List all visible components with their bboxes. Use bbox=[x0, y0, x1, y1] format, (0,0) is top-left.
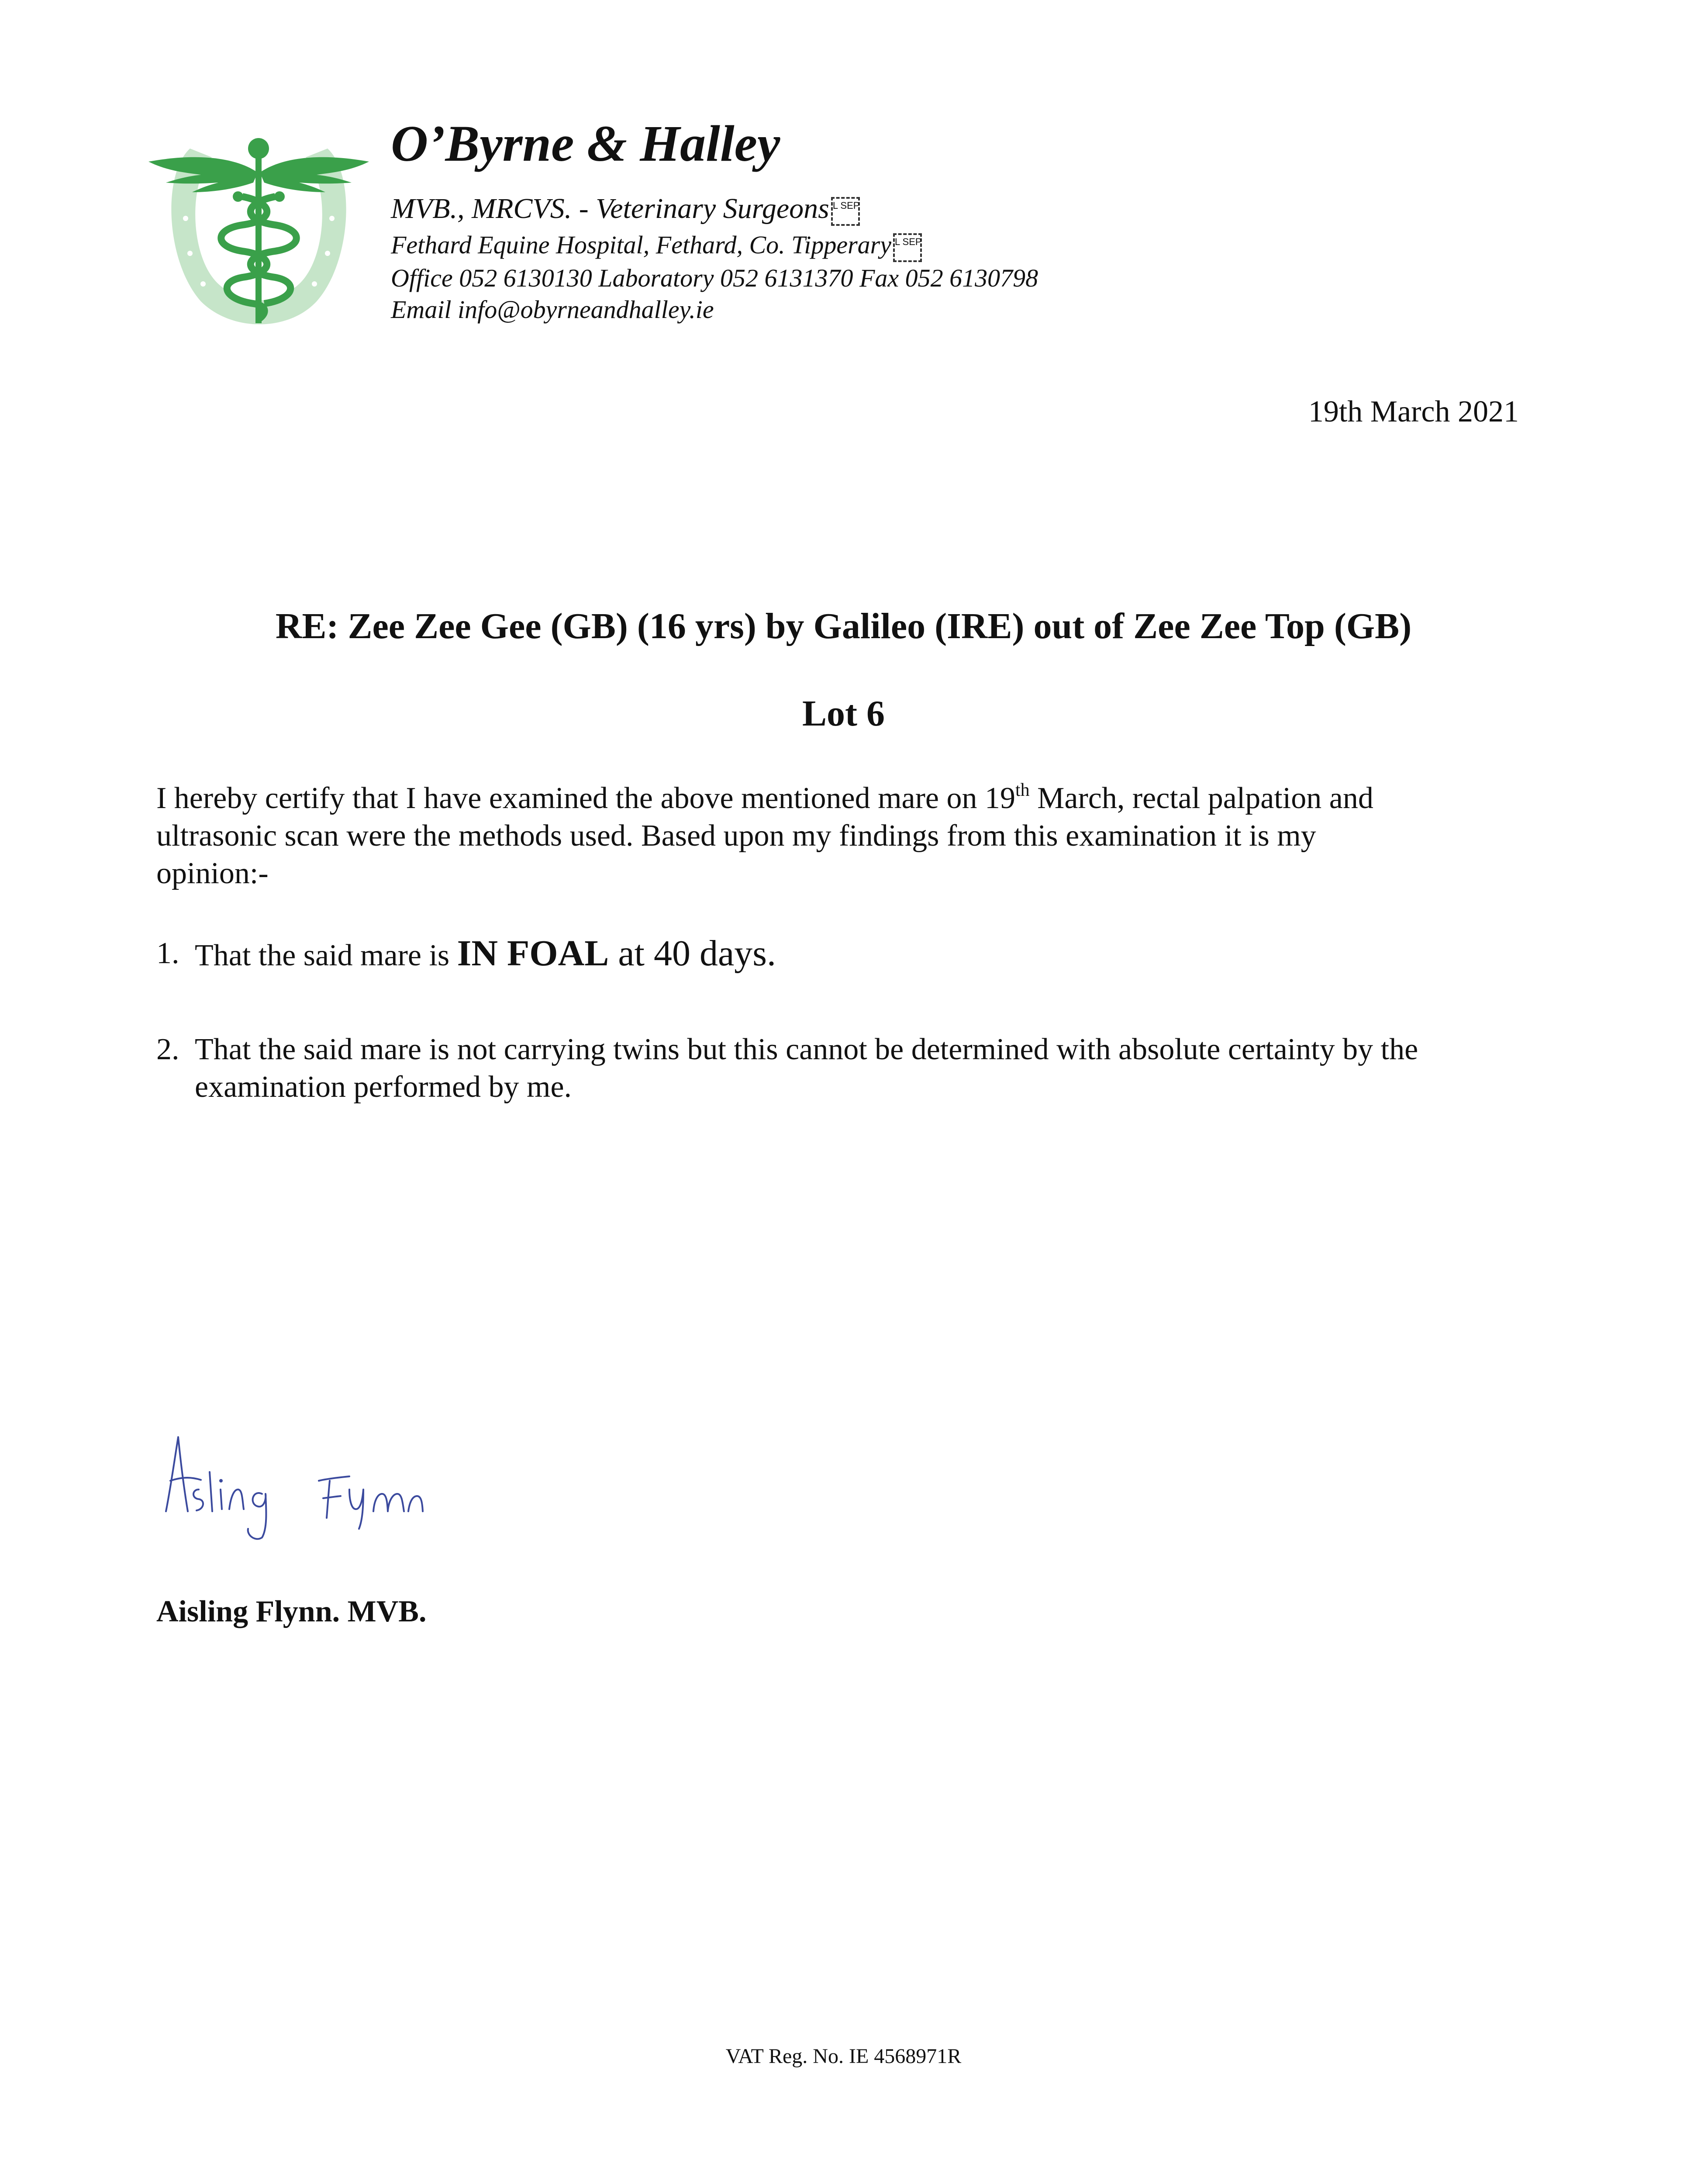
vat-registration: VAT Reg. No. IE 4568971R bbox=[725, 2045, 962, 2068]
lot-number: Lot 6 bbox=[802, 693, 885, 734]
item-text bbox=[195, 1031, 1549, 1106]
sep-glyph: L SEP bbox=[893, 233, 922, 262]
item-post: at 40 days. bbox=[609, 933, 776, 974]
firm-address bbox=[391, 232, 922, 262]
paragraph-line-3: opinion:- bbox=[156, 857, 269, 890]
firm-qualifications bbox=[391, 194, 860, 226]
item-line-1: That the said mare is not carrying twins but this cannot be determined with absolute certainty by the bbox=[195, 1033, 1418, 1066]
intro-sup: th bbox=[1015, 780, 1030, 800]
address-text: Fethard Equine Hospital, Fethard, Co. Tipperary bbox=[391, 231, 891, 259]
firm-email: Email info@obyrneandhalley.ie bbox=[391, 295, 714, 324]
re-heading: RE: Zee Zee Gee (GB) (16 yrs) by Galileo (IRE) out of Zee Zee Top (GB) bbox=[275, 606, 1412, 646]
signer-name: Aisling Flynn. MVB. bbox=[156, 1595, 427, 1628]
paragraph-line-1 bbox=[156, 780, 1532, 817]
sep-glyph: L SEP bbox=[831, 197, 860, 226]
list-item bbox=[156, 1031, 1532, 1109]
paragraph-line-2: ultrasonic scan were the methods used. Based upon my findings from this examination it is my bbox=[156, 819, 1316, 853]
firm-name: O’Byrne & Halley bbox=[391, 115, 780, 172]
item-number: 1. bbox=[156, 936, 179, 970]
letter-date: 19th March 2021 bbox=[1308, 395, 1519, 429]
item-pre: That the said mare is bbox=[195, 939, 457, 972]
intro-after: March, rectal palpation and bbox=[1029, 781, 1373, 815]
caduceus-horseshoe-logo bbox=[148, 131, 369, 328]
certification-paragraph bbox=[156, 780, 1532, 892]
item-line-2: examination performed by me. bbox=[195, 1070, 572, 1104]
handwritten-signature bbox=[157, 1424, 428, 1546]
qualifications-text: MVB., MRCVS. - Veterinary Surgeons bbox=[391, 193, 829, 225]
item-text bbox=[195, 935, 1549, 975]
intro-before: I hereby certify that I have examined the above mentioned mare on 19 bbox=[156, 781, 1015, 815]
item-number: 2. bbox=[156, 1033, 179, 1066]
in-foal-emphasis: IN FOAL bbox=[457, 933, 609, 974]
list-item bbox=[156, 935, 1532, 978]
firm-phones: Office 052 6130130 Laboratory 052 6131370 Fax 052 6130798 bbox=[391, 264, 1038, 292]
